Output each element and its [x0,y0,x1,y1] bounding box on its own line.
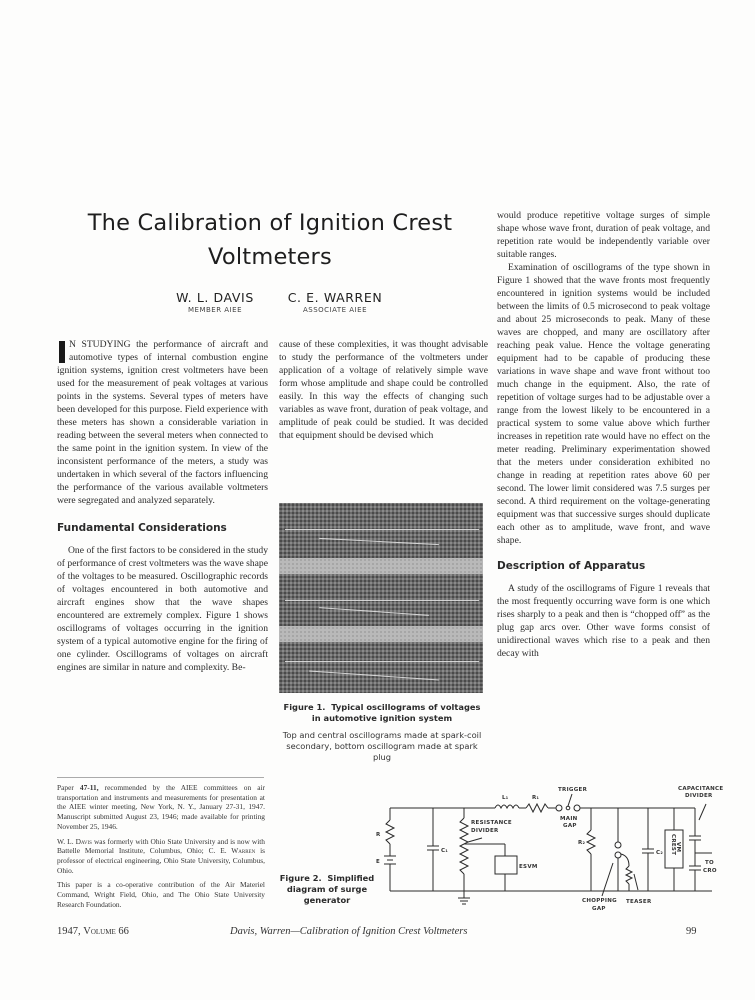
svg-text:DIVIDER: DIVIDER [471,828,499,834]
figure-1-oscillograms [279,503,483,693]
article-title [60,206,480,274]
oscillogram-separator [279,626,483,642]
author-name: C. E. WARREN [287,290,383,305]
label-R2: R₂ [578,840,586,846]
author-name: W. L. DAVIS [176,290,254,305]
label-capacitance-divider: CAPACITANCE [678,786,724,792]
paragraph: A study of the oscillograms of Figure 1 reveals that the most frequently occurring wave form is one which rises sharply to a peak and then is “chopped off” as the plug gap arcs over. Other wave forms consist of unidirectional waves which rise to a peak and then decay with [497,583,710,659]
intro-text: the performance of aircraft and automotive types of internal combustion engine ignition systems, ignition crest voltmeters have been used for the measurement of peak voltages at various points in the systems. Several types of meters have been developed for this purpose. Field experience with these meters has shown a considerable variation in reading between the several meters when connected to the same point in the ignition system. In view of the inconsistent performance of the meters, a study was undertaken in which several of the factors influencing the performance of the various available voltmeters were segregated and analyzed separately. [57,339,268,506]
oscillogram-trace [319,607,429,616]
oscillogram-trace [285,529,479,530]
section-heading-fundamental: Fundamental Considerations [57,522,227,534]
footer-running-title: Davis, Warren—Calibration of Ignition Crest Voltmeters [230,926,468,937]
label-chopping-gap: CHOPPING [582,898,617,904]
figure-title: Simplified diagram of surge generator [286,873,375,905]
footnote-paper-info: Paper 47-11, recommended by the AIEE committees on air transportation and instruments and measurements for presentation at the AIEE winter meeting, New York, N. Y., January 27-31, 1947. Manuscript submitted August 23, 1946; made available for printing November 25, 1946. [57,783,265,831]
author-davis [160,290,270,314]
figure-2-circuit-diagram [360,778,740,913]
dropcap-I [59,341,65,363]
label-E: E [376,859,381,865]
figure-1-description: Top and central oscillograms made at spark-coil secondary, bottom oscillogram made at spark plug [282,730,482,762]
author-warren [275,290,395,314]
paragraph: One of the first factors to be considered in the study of performance of crest voltmeters was the wave shape of the voltages to be measured. Oscillographic records of voltages encountered in both automotive and aircraft engines show that the wave shapes encountered are extremely complex. Figure 1 shows oscillograms of voltages occurring in the ignition system of a typical automotive engine for the firing of one cylinder. Oscillograms of voltages on aircraft engines are similar in nature and complexity. Be- [57,545,268,673]
label-trigger: TRIGGER [558,787,588,793]
svg-text:DIVIDER: DIVIDER [685,793,713,799]
svg-text:CRO: CRO [703,868,717,874]
svg-text:GAP: GAP [592,906,606,912]
section-heading-apparatus: Description of Apparatus [497,560,646,572]
label-esvm: ESVM [519,864,538,870]
intro-first-words: N STUDYING [69,339,131,350]
paragraph: Examination of oscillograms of the type shown in Figure 1 showed that the wave fronts most frequently encountered in ignition systems would be included between the limits of 0.5 microsecond to peak voltage and about 25 microseconds to peak. Many of these waves are chopped, and many are oscillatory after reaching peak value. Hence the voltage generating equipment had to be capable of producing these variations in wave shape and wave front without too much change in the equipment. Also, the rate of repetition of voltage surges had to be adjustable over a range from the lowest likely to be encountered in a practical system to some value above which further increases in repetition rate would have no effect on the meter reading. Preliminary experimentation showed that the meters under consideration exhibited no change in reading at repetition rates above 60 per second. The lower limit considered was 7.5 surges per second. A third requirement on the voltage-generating equipment was that successive surges should duplicate each other as to amplitude, wave front, and wave shape. [497,262,710,546]
label-R1: R₁ [532,795,540,801]
oscillogram-trace [285,600,479,601]
label-teaser: TEASER [626,899,652,905]
label-R: R [376,832,381,838]
oscillogram-trace [319,538,439,545]
author-role: MEMBER AIEE [187,306,242,314]
column-2 [279,338,488,442]
svg-text:GAP: GAP [563,823,577,829]
resistor-R2 [587,830,595,854]
footnote-contribution: This paper is a co-operative contribution of the Air Materiel Command, Wright Field, Ohio, and The Ohio State University Research Foundation. [57,880,265,909]
label-to-cro: TO [705,860,715,866]
figure-1-caption [278,702,486,763]
footnote-authors: W. L. Davis was formerly with Ohio State University and is now with Battelle Memorial Institute, Columbus, Ohio; C. E. Warren is professor of electrical engineering, Ohio State University, Columbus, Ohio. [57,836,266,875]
oscillogram-separator [279,558,483,574]
figure-label: Figure 2. [279,873,322,883]
footnote-divider [57,777,264,778]
column-1 [57,338,268,674]
label-L1: L₁ [502,795,509,801]
title-line-1: The Calibration of Ignition Crest [87,210,453,236]
resistor-R [386,820,394,844]
label-C2: C₂ [656,850,664,856]
resistor-R1 [526,804,548,812]
paragraph: would produce repetitive voltage surges of simple shape whose wave front, duration of peak voltage, and repetition rate would be independently variable over suitable ranges. [497,210,710,260]
footnotes [57,783,265,914]
oscillogram-trace [285,661,479,662]
author-role: ASSOCIATE AIEE [302,306,367,314]
intro-paragraph [57,338,268,507]
column-3 [497,209,710,660]
label-resistance-divider: RESISTANCE [471,820,512,826]
figure-title: Typical oscillograms of voltages in automotive ignition system [311,702,481,723]
teaser-resistor [626,866,632,884]
esvm-box [495,856,517,874]
figure-label: Figure 1. [283,702,326,712]
svg-text:VM: VM [675,842,681,853]
title-line-2: Voltmeters [208,244,332,270]
label-C1: C₁ [441,848,449,854]
label-main-gap: MAIN [560,816,578,822]
paragraph: cause of these complexities, it was thought advisable to study the performance of the voltmeters under application of a voltage of relatively simple wave form whose amplitude and shape could be controlled easily. In this way the effects of changing such variables as wave front, duration of peak voltage, and amplitude of peak could be studied. It was decided that equipment should be devised which [279,339,488,441]
page-number: 99 [686,926,697,937]
diagram-labels [376,786,723,912]
label-crest-vm: CREST [670,834,676,856]
figure-1-title [278,702,486,724]
resistance-divider [460,818,468,874]
footer-volume: 1947, Volume 66 [57,926,129,937]
inductor-L1 [495,805,519,808]
main-gap-electrode [556,805,562,811]
oscillogram-trace [309,670,439,680]
chopping-gap-electrode [615,842,621,848]
